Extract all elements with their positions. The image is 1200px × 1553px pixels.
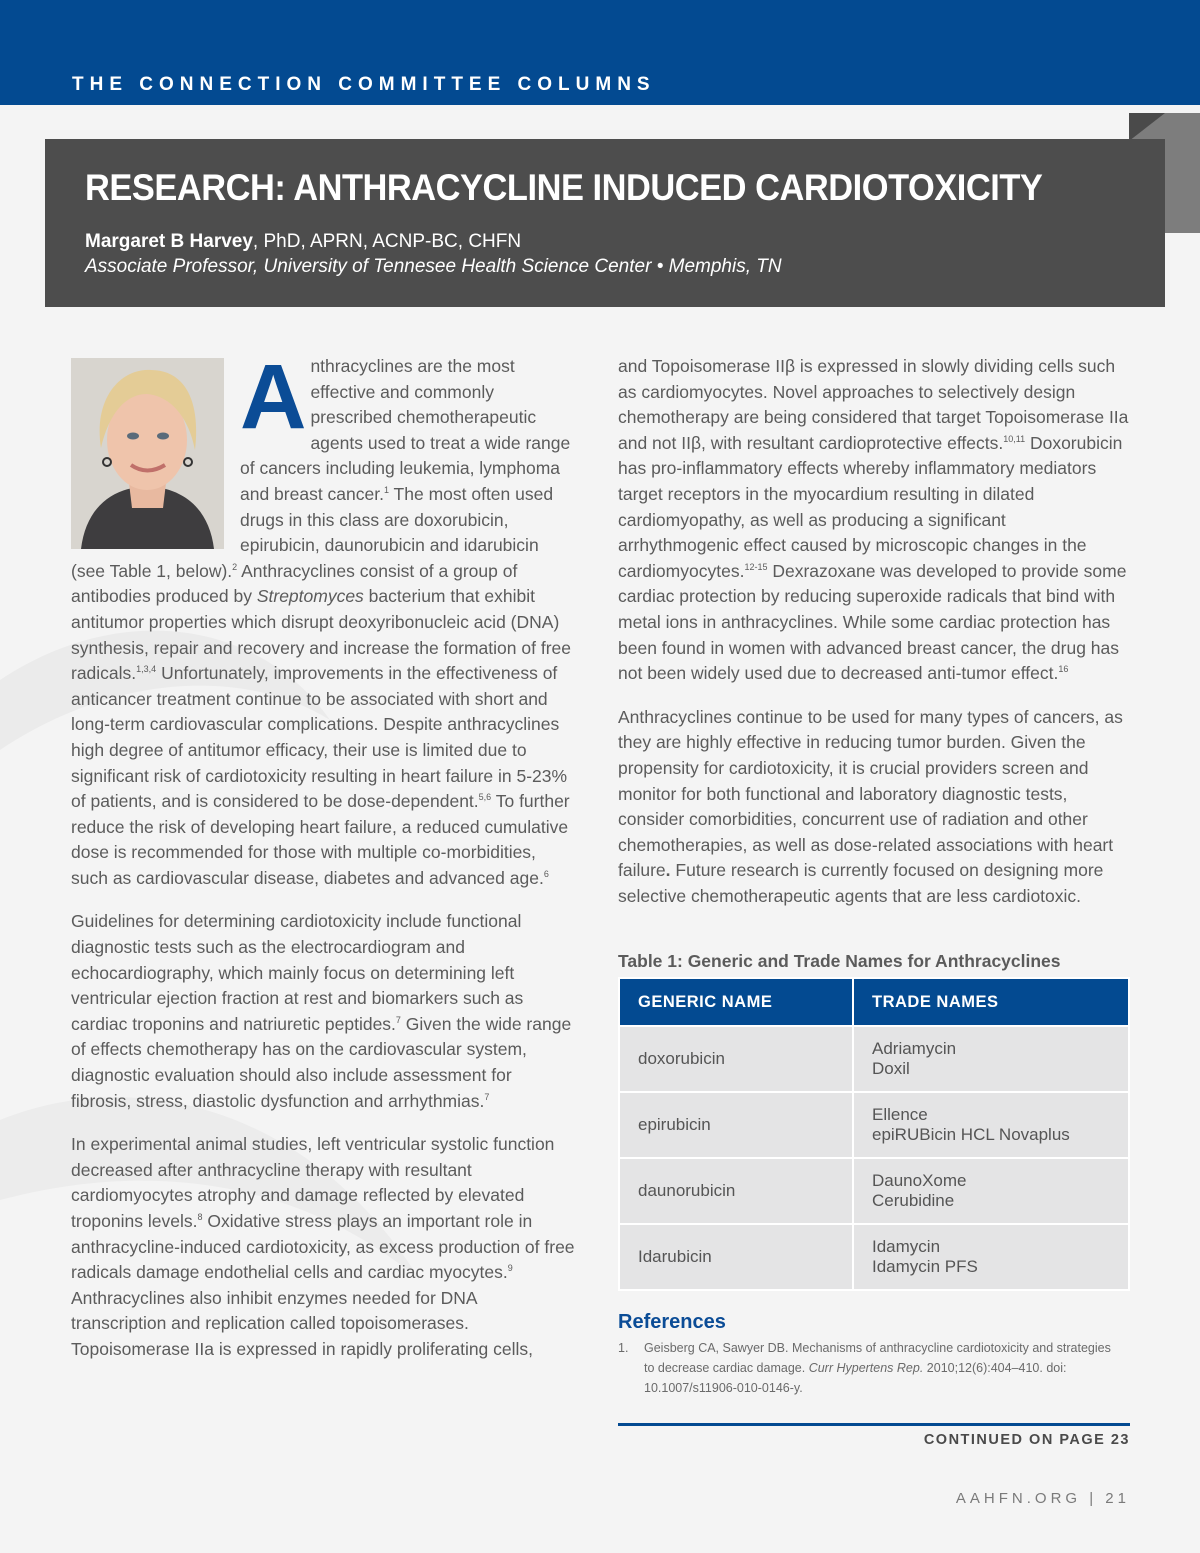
reference-text	[644, 1338, 1118, 1398]
citation-superscript: 7	[395, 1015, 401, 1026]
text-run: Geisberg CA, Sawyer DB. Mechanisms of anthracycline cardiotoxicity and strategies to decrease cardiac damage.	[644, 1341, 1111, 1375]
left-paragraph-2	[71, 909, 576, 1114]
reference-number: 1.	[618, 1341, 629, 1355]
article-title: RESEARCH: ANTHRACYCLINE INDUCED CARDIOTOXICITY	[85, 167, 1043, 208]
table-caption: Table 1: Generic and Trade Names for Anthracyclines	[618, 951, 1061, 971]
citation-superscript: 9	[507, 1263, 513, 1274]
trade-names-cell	[853, 1092, 1129, 1158]
text-run: In experimental animal studies, left ventricular systolic function decreased after anthracycline therapy with resultant cardiomyocytes atrophy and damage reflected by elevated troponins levels.	[71, 1134, 555, 1231]
author-line	[85, 231, 521, 253]
trade-name: Doxil	[872, 1059, 910, 1078]
column-header-generic: GENERIC NAME	[619, 978, 853, 1026]
trade-name: DaunoXome	[872, 1171, 967, 1190]
trade-names-cell	[853, 1026, 1129, 1092]
text-run: Anthracyclines consist of a group of antibodies produced by	[71, 560, 518, 607]
citation-superscript: 1	[383, 485, 389, 496]
text-run: Anthracyclines also inhibit enzymes needed for DNA transcription and replication called topoisomerases. Topoisomerase IIa is expressed in rapidly proliferating cells,	[71, 1287, 534, 1359]
table-row	[619, 1224, 1129, 1290]
continued-note: CONTINUED ON PAGE 23	[923, 1432, 1130, 1448]
text-run: Oxidative stress plays an important role in anthracycline-induced cardiotoxicity, as excess production of free radicals damage endothelial cells and cardiac myocytes.	[71, 1211, 575, 1283]
divider-rule	[618, 1423, 1130, 1426]
left-column	[71, 346, 576, 1381]
citation-superscript: 2	[232, 561, 238, 572]
italic-term: Streptomyces	[256, 586, 364, 607]
text-run: Anthracyclines continue to be used for many types of cancers, as they are highly effective in reducing tumor burden. Given the propensity for cardiotoxicity, it is crucial providers screen and monitor for both functional and laboratory diagnostic tests, consider comorbidities, concurrent use of radiation and other chemotherapies, as well as dose-related associations with heart failure	[618, 706, 1123, 881]
trade-name: Cerubidine	[872, 1191, 955, 1210]
bold-period: .	[665, 860, 671, 881]
title-block	[45, 139, 1165, 307]
section-label: THE CONNECTION COMMITTEE COLUMNS	[72, 74, 656, 95]
citation-superscript: 5,6	[478, 792, 492, 803]
right-column	[618, 354, 1130, 927]
text-run: 2010;12(6):404–410. doi: 10.1007/s11906-010-0146-y.	[644, 1361, 1067, 1395]
citation-superscript: 10,11	[1003, 433, 1026, 444]
citation-superscript: 1,3,4	[136, 664, 157, 675]
reference-item	[618, 1338, 1118, 1398]
text-run: To further reduce the risk of developing heart failure, a reduced cumulative dose is recommended for those with multiple co-morbidities, such as cardiovascular disease, diabetes and advanced age.	[71, 791, 570, 888]
right-paragraph-2	[618, 705, 1130, 910]
text-run: Unfortunately, improvements in the effectiveness of anticancer treatment continue to be associated with short and long-term cardiovascular complications. Despite anthracyclines high degree of antitumor efficacy, their use is limited due to significant risk of cardiotoxicity resulting in heart failure in 5-23% of patients, and is considered to be dose-dependent.	[71, 663, 568, 812]
references-heading: References	[618, 1311, 726, 1333]
citation-superscript: 12-15	[744, 561, 768, 572]
author-photo	[71, 358, 224, 549]
table-header-row	[619, 978, 1129, 1026]
anthracycline-names-table	[618, 977, 1130, 1291]
right-paragraph-1	[618, 354, 1130, 687]
citation-superscript: 8	[197, 1212, 203, 1223]
trade-name: Idamycin PFS	[872, 1257, 978, 1276]
header-bar	[0, 0, 1200, 105]
table-row	[619, 1092, 1129, 1158]
text-run: bacterium that exhibit antitumor properties which disrupt deoxyribonucleic acid (DNA) synthesis, repair and recovery and increase the formation of free radicals.	[71, 586, 571, 684]
text-run: The most often used drugs in this class are doxorubicin, epirubicin, daunorubicin and idarubicin (see Table 1, below).	[71, 483, 554, 581]
generic-name-cell: daunorubicin	[619, 1158, 853, 1224]
drop-cap: A	[240, 346, 307, 448]
citation-superscript: 7	[484, 1091, 490, 1102]
trade-name: Idamycin	[872, 1237, 941, 1256]
author-credentials: , PhD, APRN, ACNP-BC, CHFN	[252, 231, 522, 252]
column-header-trade: TRADE NAMES	[853, 978, 1129, 1026]
text-run: Dexrazoxane was developed to provide some cardiac protection by reducing superoxide radicals that bind with metal ions in anthracyclines. While some cardiac protection has been found in women with advanced breast cancer, the drug has not been widely used due to decreased anti-tumor effect.	[618, 560, 1127, 684]
trade-name: epiRUBicin HCL Novaplus	[872, 1125, 1070, 1144]
generic-name-cell: epirubicin	[619, 1092, 853, 1158]
page-footer: AAHFN.ORG | 21	[955, 1490, 1130, 1507]
author-affiliation: Associate Professor, University of Tennesee Health Science Center • Memphis, TN	[85, 256, 782, 277]
text-run: Doxorubicin has pro-inflammatory effects whereby inflammatory mediators target receptors in the myocardium resulting in dilated cardiomyopathy, as well as producing a significant arrhythmogenic effect caused by microscopic changes in the cardiomyocytes.	[618, 432, 1123, 581]
table-row	[619, 1158, 1129, 1224]
text-run: Given the wide range of effects chemotherapy has on the cardiovascular system, diagnostic evaluation should also include assessment for fibrosis, stress, diastolic dysfunction and arrhythmias.	[71, 1013, 572, 1111]
trade-name: Ellence	[872, 1105, 928, 1124]
citation-superscript: 6	[543, 869, 549, 880]
trade-names-cell	[853, 1224, 1129, 1290]
author-name: Margaret B Harvey	[85, 231, 253, 252]
left-paragraph-3	[71, 1132, 576, 1362]
trade-name: Adriamycin	[872, 1039, 957, 1058]
trade-names-cell	[853, 1158, 1129, 1224]
text-run: Guidelines for determining cardiotoxicity include functional diagnostic tests such as the electrocardiogram and echocardiography, which mainly focus on determining left ventricular ejection fraction at rest and biomarkers such as cardiac troponins and natriuretic peptides.	[71, 911, 524, 1034]
generic-name-cell: doxorubicin	[619, 1026, 853, 1092]
generic-name-cell: Idarubicin	[619, 1224, 853, 1290]
text-run: and Topoisomerase IIβ is expressed in slowly dividing cells such as cardiomyocytes. Novel approaches to selectively design chemotherapy are being considered that target Topoisomerase IIa and not IIβ, with resultant cardioprotective effects.	[618, 356, 1129, 453]
text-run: nthracyclines are the most effective and commonly prescribed chemotherapeutic agents used to treat a wide range of cancers including leukemia, lymphoma and breast cancer.	[240, 356, 571, 504]
journal-name: Curr Hypertens Rep.	[808, 1361, 924, 1375]
text-run: Future research is currently focused on designing more selective chemotherapeutic agents that are less cardiotoxic.	[618, 860, 1104, 906]
table-row	[619, 1026, 1129, 1092]
citation-superscript: 16	[1058, 664, 1069, 675]
